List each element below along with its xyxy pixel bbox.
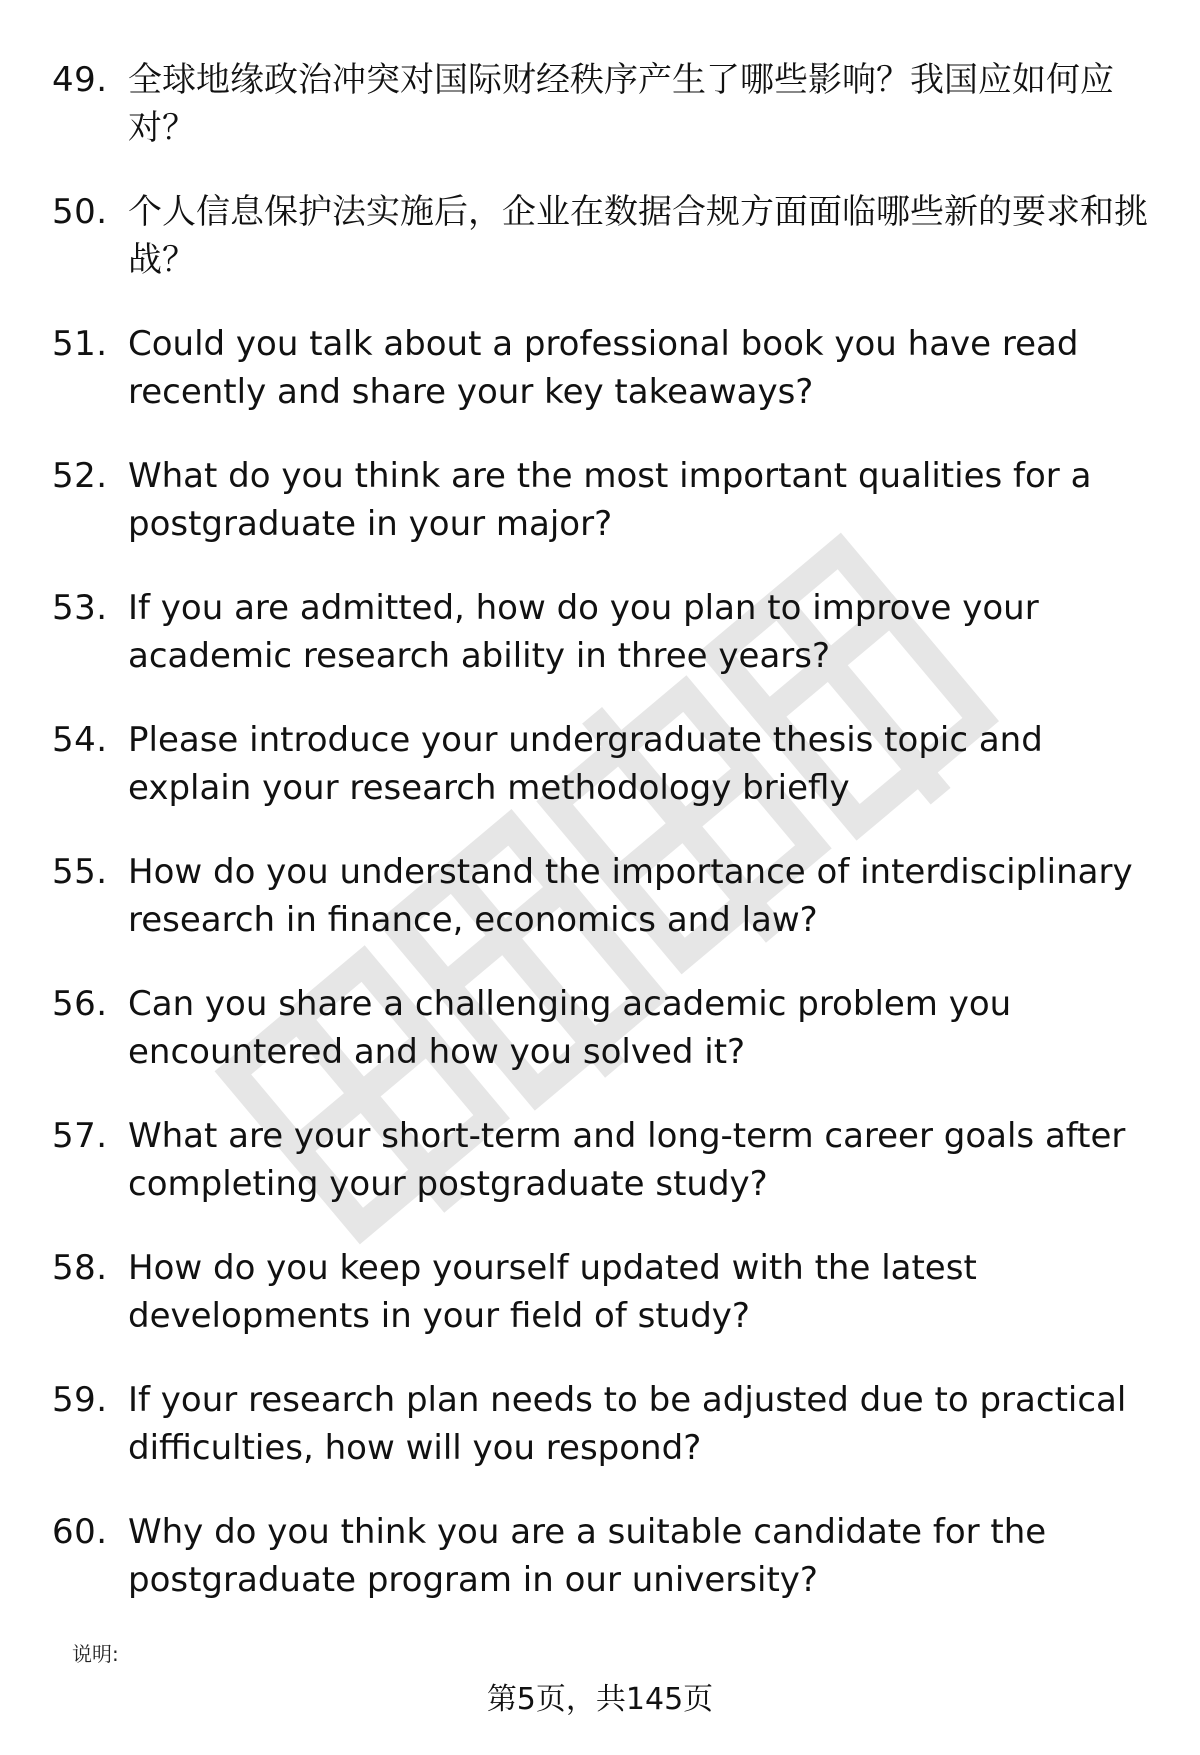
page-indicator: 第5页，共145页 bbox=[486, 1682, 714, 1717]
question-text: Why do you think you are a suitable candidate for the postgraduate program in our university? bbox=[128, 1512, 1047, 1600]
question-text: If your research plan needs to be adjusted due to practical difficulties, how will you respond? bbox=[128, 1380, 1127, 1468]
note-label: 说明: bbox=[72, 1642, 119, 1666]
question-number: 49. bbox=[52, 60, 108, 100]
question-number: 50. bbox=[52, 192, 108, 232]
question-item bbox=[52, 1244, 1162, 1376]
question-number: 51. bbox=[52, 324, 108, 364]
question-item bbox=[52, 452, 1162, 584]
question-item bbox=[52, 56, 1162, 188]
question-text: What do you think are the most important qualities for a postgraduate in your major? bbox=[128, 456, 1092, 544]
question-item bbox=[52, 188, 1162, 320]
question-number: 55. bbox=[52, 852, 108, 892]
question-text: How do you keep yourself updated with the latest developments in your field of study? bbox=[128, 1248, 977, 1336]
question-number: 56. bbox=[52, 984, 108, 1024]
question-item bbox=[52, 716, 1162, 848]
question-item bbox=[52, 980, 1162, 1112]
question-list bbox=[52, 56, 1162, 1640]
question-text: How do you understand the importance of interdisciplinary research in finance, economics and law? bbox=[128, 852, 1133, 940]
question-item bbox=[52, 848, 1162, 980]
question-item bbox=[52, 1508, 1162, 1640]
question-item bbox=[52, 320, 1162, 452]
question-number: 52. bbox=[52, 456, 108, 496]
question-number: 60. bbox=[52, 1512, 108, 1552]
question-text: If you are admitted, how do you plan to improve your academic research ability in three years? bbox=[128, 588, 1039, 676]
question-item bbox=[52, 1112, 1162, 1244]
question-text: What are your short-term and long-term career goals after completing your postgraduate study? bbox=[128, 1116, 1126, 1204]
question-text: 个人信息保护法实施后，企业在数据合规方面面临哪些新的要求和挑战？ bbox=[128, 192, 1148, 280]
question-text: Could you talk about a professional book you have read recently and share your key takeaways? bbox=[128, 324, 1079, 412]
question-text: 全球地缘政治冲突对国际财经秩序产生了哪些影响？我国应如何应对？ bbox=[128, 60, 1114, 148]
question-number: 57. bbox=[52, 1116, 108, 1156]
question-text: Can you share a challenging academic problem you encountered and how you solved it? bbox=[128, 984, 1012, 1072]
question-number: 59. bbox=[52, 1380, 108, 1420]
question-number: 54. bbox=[52, 720, 108, 760]
question-text: Please introduce your undergraduate thesis topic and explain your research methodology briefly bbox=[128, 720, 1043, 808]
question-number: 58. bbox=[52, 1248, 108, 1288]
question-number: 53. bbox=[52, 588, 108, 628]
question-item bbox=[52, 584, 1162, 716]
question-item bbox=[52, 1376, 1162, 1508]
